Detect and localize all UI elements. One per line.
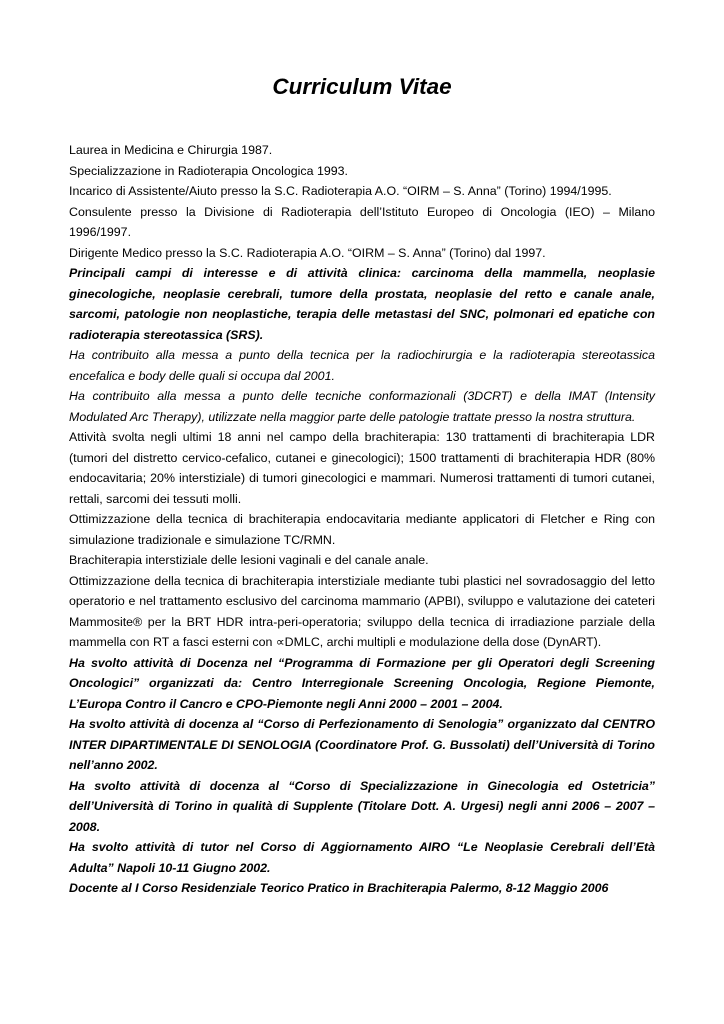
cv-paragraph-ieo-consultant: Consulente presso la Divisione di Radioterapia dell’Istituto Europeo di Oncologia (IEO) – Milano 1996/1997. [69,204,655,239]
cv-paragraph-assistant-role: Incarico di Assistente/Aiuto presso la S.C. Radioterapia A.O. “OIRM – S. Anna” (Torino) 1994/1995. [69,184,612,198]
cv-paragraph-specialization: Specializzazione in Radioterapia Oncologica 1993. [69,163,348,178]
cv-paragraph-degree: Laurea in Medicina e Chirurgia 1987. [69,143,273,157]
cv-paragraph-medical-director: Dirigente Medico presso la S.C. Radioterapia A.O. “OIRM – S. Anna” (Torino) dal 1997. [69,245,546,260]
cv-paragraph-interstitial-optimization: Ottimizzazione della tecnica di brachiterapia interstiziale mediante tubi plastici nel sovradosaggio del letto operatorio e nel trattamento esclusivo del carcinoma mammario (APBI), sviluppo e valutazione dei cateteri Mammosite® per la BRT HDR intra-peri-operatoria; sviluppo della tecnica di irradiazione parziale della mammella con RT a fasci esterni con ∝DMLC, archi multipli e modulazione della dose (DynART). [69,573,655,649]
document-title: Curriculum Vitae [272,74,452,99]
cv-paragraph-screening-teaching: Ha svolto attività di Docenza nel “Programma di Formazione per gli Operatori degli Screening Oncologici” organizzati da: Centro Interregionale Screening Oncologia, Regione Piemonte, L’Europa Contro il Cancro e CPO-Piemonte negli Anni 2000 – 2001 – 2004. [69,655,655,711]
cv-paragraph-clinical-interests: Principali campi di interesse e di attività clinica: carcinoma della mammella, neoplasie ginecologiche, neoplasie cerebrali, tumore della prostata, neoplasie del retto e canale anale, sarcomi, patologie non neoplastiche, terapia delle metastasi del SNC, polmonari ed epatiche con radioterapia stereotassica (SRS). [69,266,655,342]
cv-paragraph-brachytherapy-activity: Attività svolta negli ultimi 18 anni nel campo della brachiterapia: 130 trattamenti di brachiterapia LDR (tumori del distretto cervico-cefalico, cutanei e ginecologici); 1500 trattamenti di brachiterapia HDR (80% endocavitaria; 20% interstiziale) di tumori ginecologici e mammari. Numerosi trattamenti di tumori cutanei, rettali, sarcomi dei tessuti molli. [69,430,655,506]
cv-paragraph-endocavitary-optimization: Ottimizzazione della tecnica di brachiterapia endocavitaria mediante applicatori di Fletcher e Ring con simulazione tradizionale e simulazione TC/RMN. [69,512,655,547]
cv-paragraph-radiosurgery: Ha contribuito alla messa a punto della tecnica per la radiochirurgia e la radioterapia stereotassica encefalica e body delle quali si occupa dal 2001. [69,348,655,383]
cv-paragraph-senology-teaching: Ha svolto attività di docenza al “Corso di Perfezionamento di Senologia” organizzato dal CENTRO INTER DIPARTIMENTALE DI SENOLOGIA (Coordinatore Prof. G. Bussolati) dell’Università di Torino nell’anno 2002. [69,717,655,772]
cv-paragraph-gynecology-teaching: Ha svolto attività di docenza al “Corso di Specializzazione in Ginecologia ed Ostetricia” dell’Università di Torino in qualità di Supplente (Titolare Dott. A. Urgesi) negli anni 2006 – 2007 – 2008. [69,778,655,834]
cv-paragraph-interstitial-lesions: Brachiterapia interstiziale delle lesioni vaginali e del canale anale. [69,553,429,567]
cv-paragraph-conformal-techniques: Ha contribuito alla messa a punto delle tecniche conformazionali (3DCRT) e della IMAT (Intensity Modulated Arc Therapy), utilizzate nella maggior parte delle patologie trattate presso la nostra struttura. [69,389,655,424]
cv-paragraph-palermo-course: Docente al I Corso Residenziale Teorico Pratico in Brachiterapia Palermo, 8-12 Maggio 2006 [69,881,609,895]
cv-paragraph-airo-tutor: Ha svolto attività di tutor nel Corso di Aggiornamento AIRO “Le Neoplasie Cerebrali dell’Età Adulta” Napoli 10-11 Giugno 2002. [69,840,655,875]
document-page [69,70,655,899]
